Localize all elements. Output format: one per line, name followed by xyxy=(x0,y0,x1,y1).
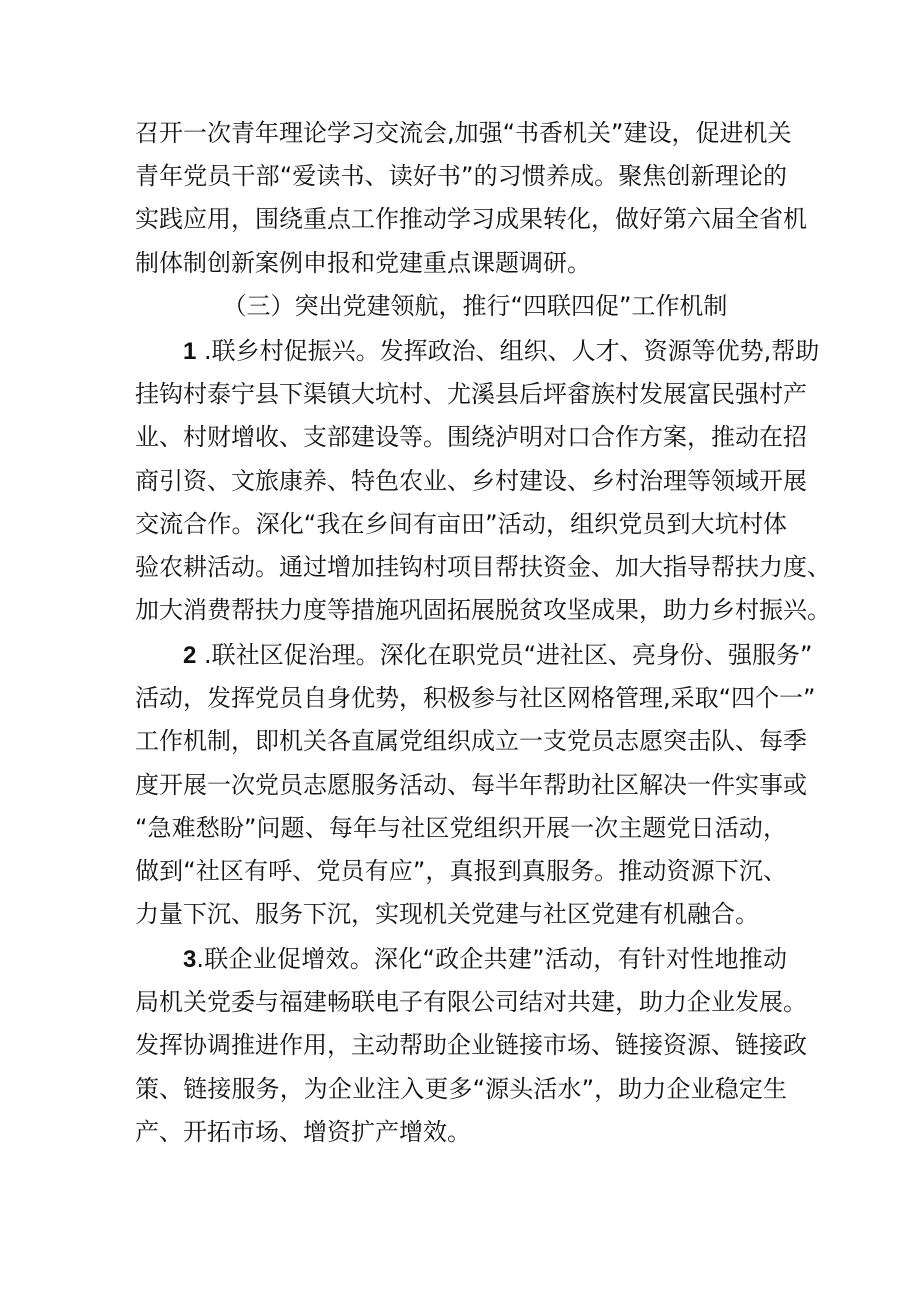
text-line: 制体制创新案例申报和党建重点课题调研。 xyxy=(135,248,591,277)
item-lead-text: .联乡村促振兴。发挥政治、组织、人才、资源等优势,帮助 xyxy=(196,337,820,365)
text-line: 发挥协调推进作用，主动帮助企业链接市场、链接资源、链接政 xyxy=(135,1031,807,1060)
item-number: 3 xyxy=(183,946,197,973)
text-line: 力量下沉、服务下沉，实现机关党建与社区党建有机融合。 xyxy=(135,900,759,929)
text-line: 交流合作。深化“我在乡间有亩田”活动，组织党员到大坑村体 xyxy=(135,509,787,538)
text-line: 加大消费帮扶力度等措施巩固拓展脱贫攻坚成果，助力乡村振兴。 xyxy=(135,596,831,625)
item-number: 2 xyxy=(183,642,197,669)
item-lead-text: .联社区促治理。深化在职党员“进社区、亮身份、强服务” xyxy=(196,641,813,669)
item-3-enterprise-efficiency xyxy=(135,938,807,1154)
item-lead-text: .联企业促增效。深化“政企共建”活动，有针对性地推动 xyxy=(196,945,787,973)
item-number: 1 xyxy=(183,338,197,365)
section-heading-3 xyxy=(135,285,787,328)
item-first-line xyxy=(135,330,820,373)
paragraph-youth-study xyxy=(135,112,807,285)
text-line: 度开展一次党员志愿服务活动、每半年帮助社区解决一件实事或 xyxy=(135,770,807,799)
item-1-rural-revitalization xyxy=(135,330,831,632)
text-line: 活动，发挥党员自身优势，积极参与社区网格管理,采取“四个一” xyxy=(135,684,816,713)
text-line: 局机关党委与福建畅联电子有限公司结对共建，助力企业发展。 xyxy=(135,988,807,1017)
item-first-line xyxy=(135,634,813,677)
heading-text: （三）突出党建领航，推行“四联四促”工作机制 xyxy=(222,292,728,320)
text-line: 做到“社区有呼、党员有应”，真报到真服务。推动资源下沉、 xyxy=(135,856,787,885)
item-first-line xyxy=(135,938,787,981)
text-line: 商引资、文旅康养、特色农业、乡村建设、乡村治理等领域开展 xyxy=(135,466,807,495)
text-line: 工作机制，即机关各直属党组织成立一支党员志愿突击队、每季 xyxy=(135,727,807,756)
text-line: “急难愁盼”问题、每年与社区党组织开展一次主题党日活动， xyxy=(135,813,787,842)
text-line: 实践应用，围绕重点工作推动学习成果转化，做好第六届全省机 xyxy=(135,205,807,234)
text-line: 产、开拓市场、增资扩产增效。 xyxy=(135,1117,471,1146)
text-line: 策、链接服务，为企业注入更多“源头活水”，助力企业稳定生 xyxy=(135,1074,787,1103)
text-line: 挂钩村泰宁县下渠镇大坑村、尤溪县后坪畲族村发展富民强村产 xyxy=(135,380,807,409)
text-line: 业、村财增收、支部建设等。围绕泸明对口合作方案，推动在招 xyxy=(135,423,807,452)
item-2-community-governance xyxy=(135,634,816,936)
text-line: 验农耕活动。通过增加挂钩村项目帮扶资金、加大指导帮扶力度、 xyxy=(135,552,831,581)
text-line: 召开一次青年理论学习交流会,加强“书香机关”建设，促进机关 xyxy=(135,119,792,147)
text-line: 青年党员干部“爱读书、读好书”的习惯养成。聚焦创新理论的 xyxy=(135,162,787,191)
